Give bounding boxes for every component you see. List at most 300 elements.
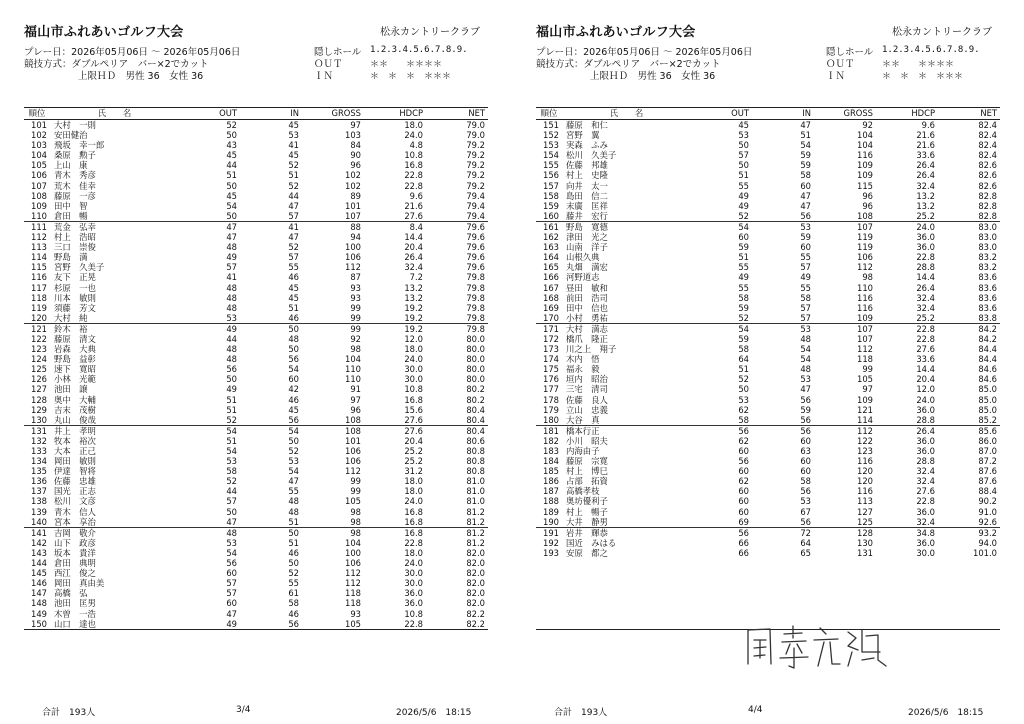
rank-cell: 112	[31, 232, 47, 243]
hdcp-cell: 28.8	[916, 262, 935, 273]
name-cell: 藤原 宗寛	[566, 456, 608, 467]
out-cell: 62	[738, 435, 749, 446]
page-number: 4/4	[748, 705, 763, 715]
gross-cell: 127	[857, 506, 873, 517]
rank-cell: 160	[543, 210, 559, 221]
out-cell: 62	[738, 476, 749, 487]
name-cell: 川本 敏則	[54, 292, 96, 303]
net-cell: 84.2	[978, 333, 997, 344]
gross-cell: 92	[862, 120, 873, 130]
out-cell: 54	[690, 323, 752, 334]
name-cell: 山下 政彦	[54, 537, 96, 548]
gross-cell: 112	[345, 466, 361, 477]
net-cell: 79.8	[466, 272, 485, 283]
rank-cell: 145	[31, 568, 47, 579]
table-row	[24, 140, 488, 150]
out-cell: 44	[226, 486, 237, 497]
gross-cell: 96	[862, 190, 873, 201]
gross-cell	[814, 568, 876, 578]
in-cell: 60	[800, 435, 811, 446]
hdcp-cell: 22.8	[404, 537, 423, 548]
header-net: NET	[426, 108, 488, 120]
table-row	[536, 211, 1000, 222]
hdcp-cell: 16.8	[404, 506, 423, 517]
out-cell: 56	[226, 558, 237, 569]
table-row	[536, 374, 1000, 384]
out-cell: 53	[226, 456, 237, 467]
table-row	[24, 588, 488, 598]
table-row	[536, 364, 1000, 374]
in-cell: 57	[288, 252, 299, 263]
competition-format-label: 競技方式：ダブルペリア バー×2でカット	[24, 59, 209, 70]
in-cell	[752, 598, 814, 608]
gross-cell: 104	[345, 354, 361, 365]
net-cell: 85.0	[978, 404, 997, 415]
gross-cell: 93	[350, 608, 361, 619]
name-cell: 奥中 大輔	[54, 394, 96, 405]
hdcp-cell: 22.8	[916, 333, 935, 344]
rank-cell: 137	[31, 486, 47, 497]
net-cell: 85.6	[938, 425, 1000, 436]
gross-cell: 119	[857, 242, 873, 253]
out-cell: 49	[226, 252, 237, 263]
gross-cell: 98	[350, 506, 361, 517]
name-cell: 岩井 輝恭	[562, 527, 690, 538]
name-cell: 橋爪 隆正	[566, 333, 608, 344]
rank-cell: 128	[31, 394, 47, 405]
gross-cell: 130	[857, 537, 873, 548]
net-cell: 82.0	[466, 588, 485, 599]
table-row	[536, 527, 1000, 538]
gross-cell: 99	[862, 364, 873, 375]
out-cell: 55	[738, 262, 749, 273]
net-cell: 82.0	[466, 598, 485, 609]
in-cell: 60	[800, 180, 811, 191]
in-cell: 60	[800, 456, 811, 467]
table-row	[536, 466, 1000, 476]
gross-cell: 106	[345, 558, 361, 569]
out-cell: 52	[226, 414, 237, 425]
in-cell: 55	[288, 578, 299, 589]
name-cell: 吉末 茂樹	[54, 404, 96, 415]
rank-cell: 183	[543, 446, 559, 456]
hdcp-cell: 24.0	[876, 221, 938, 232]
name-cell: 丸畑 満宏	[566, 262, 608, 273]
rank-cell: 163	[543, 242, 559, 253]
in-cell: 58	[800, 476, 811, 487]
in-cell: 48	[800, 364, 811, 375]
name-cell: 野島 寛德	[562, 221, 690, 232]
net-cell	[938, 568, 1000, 578]
out-cell: 51	[226, 394, 237, 405]
net-cell: 82.0	[466, 547, 485, 558]
gross-cell: 113	[857, 496, 873, 507]
table-header-row	[536, 108, 1000, 120]
rank-cell: 111	[24, 221, 50, 232]
gross-cell: 106	[857, 252, 873, 263]
net-cell: 85.0	[978, 394, 997, 405]
in-cell: 45	[288, 120, 299, 130]
in-cell	[752, 568, 814, 578]
in-marks: ＊ ＊ ＊ ＊＊＊	[882, 72, 964, 82]
gross-cell: 98	[350, 516, 361, 527]
table-row	[24, 150, 488, 160]
hdcp-cell: 26.4	[916, 282, 935, 293]
hdcp-cell: 18.0	[404, 476, 423, 487]
gross-cell: 123	[857, 446, 873, 456]
out-cell: 49	[738, 190, 749, 201]
in-cell: 46	[288, 272, 299, 283]
name-cell	[562, 558, 690, 568]
out-cell: 59	[738, 333, 749, 344]
name-cell: 牧本 裕次	[54, 435, 96, 446]
name-cell: 青木 信人	[54, 506, 96, 517]
hdcp-cell: 32.4	[916, 302, 935, 313]
hdcp-cell: 30.0	[404, 364, 423, 375]
net-cell: 81.2	[466, 537, 485, 548]
table-row	[536, 446, 1000, 456]
in-cell: 56	[800, 414, 811, 425]
rank-cell: 127	[31, 384, 47, 395]
rank-cell: 143	[31, 547, 47, 558]
net-cell: 81.0	[466, 476, 485, 487]
in-cell	[752, 588, 814, 598]
net-cell: 79.2	[466, 140, 485, 151]
table-row	[24, 384, 488, 394]
rank-cell: 151	[543, 120, 559, 130]
tournament-title: 福山市ふれあいゴルフ大会	[536, 25, 696, 40]
in-cell: 58	[288, 598, 299, 609]
table-row	[24, 578, 488, 588]
rank-cell: 131	[24, 425, 50, 436]
out-cell: 50	[738, 384, 749, 395]
net-cell: 84.2	[938, 323, 1000, 334]
in-cell: 57	[800, 302, 811, 313]
name-cell: 飛坂 幸一郎	[54, 140, 105, 151]
in-cell: 64	[800, 537, 811, 548]
net-cell: 79.8	[426, 323, 488, 334]
rank-cell: 175	[543, 364, 559, 375]
hdcp-cell: 30.0	[404, 568, 423, 579]
gross-cell: 116	[857, 456, 873, 467]
net-cell: 86.0	[978, 435, 997, 446]
name-cell: 大村 満志	[562, 323, 690, 334]
hdcp-cell: 31.2	[404, 466, 423, 477]
net-cell: 80.0	[466, 344, 485, 355]
hdcp-cell: 36.0	[916, 232, 935, 243]
out-cell: 58	[738, 344, 749, 355]
table-row	[24, 191, 488, 201]
name-cell: 島田 信二	[566, 190, 608, 201]
table-row	[24, 456, 488, 466]
out-cell: 45	[226, 150, 237, 161]
hdcp-cell: 10.8	[404, 150, 423, 161]
hdcp-cell: 28.8	[916, 456, 935, 467]
gross-cell: 112	[857, 344, 873, 355]
gross-cell: 93	[350, 292, 361, 303]
table-row	[24, 130, 488, 140]
in-cell: 56	[752, 425, 814, 436]
in-cell: 54	[800, 344, 811, 355]
table-row	[24, 364, 488, 374]
rank-cell: 141	[24, 527, 50, 538]
hdcp-cell: 18.0	[404, 120, 423, 130]
out-cell: 56	[690, 527, 752, 538]
table-row	[536, 344, 1000, 354]
gross-cell: 109	[857, 170, 873, 181]
in-cell: 48	[288, 333, 299, 344]
out-cell: 52	[226, 476, 237, 487]
name-cell: 大村 純	[54, 312, 88, 323]
in-cell: 56	[288, 354, 299, 365]
out-cell: 44	[226, 333, 237, 344]
out-cell: 54	[226, 446, 237, 456]
net-cell: 79.6	[466, 252, 485, 263]
rank-cell: 185	[543, 466, 559, 477]
in-cell: 47	[800, 190, 811, 201]
net-cell: 80.4	[426, 425, 488, 436]
gross-cell: 109	[857, 160, 873, 171]
name-cell: 友下 正晃	[54, 272, 96, 283]
out-cell	[690, 568, 752, 578]
out-cell: 50	[226, 506, 237, 517]
in-cell: 50	[288, 435, 299, 446]
in-cell: 52	[288, 242, 299, 253]
rank-cell	[536, 568, 562, 578]
net-cell: 93.2	[938, 527, 1000, 538]
name-cell: 井上 孝明	[50, 425, 178, 436]
out-cell: 59	[738, 242, 749, 253]
net-cell: 87.6	[978, 476, 997, 487]
name-cell: 倉田 典明	[54, 558, 96, 569]
hdcp-cell: 22.8	[916, 496, 935, 507]
table-row	[24, 334, 488, 344]
rank-cell: 133	[31, 446, 47, 456]
gross-cell: 112	[857, 262, 873, 273]
hdcp-cell: 33.6	[916, 354, 935, 365]
out-cell: 60	[738, 506, 749, 517]
gross-cell: 100	[345, 547, 361, 558]
net-cell: 82.6	[978, 170, 997, 181]
results-table	[536, 107, 1000, 630]
table-row	[24, 507, 488, 517]
table-row	[536, 415, 1000, 426]
hdcp-cell: 26.4	[916, 160, 935, 171]
in-cell: 53	[800, 496, 811, 507]
net-cell: 83.0	[978, 242, 997, 253]
in-cell: 46	[288, 608, 299, 619]
gross-cell: 116	[857, 302, 873, 313]
table-row	[24, 283, 488, 293]
in-cell: 56	[800, 394, 811, 405]
printed-timestamp: 2026/5/6 18:15	[396, 708, 472, 718]
table-row	[24, 201, 488, 211]
hdcp-cell: 25.2	[404, 446, 423, 456]
table-row	[536, 303, 1000, 313]
results-page-4	[512, 0, 1024, 724]
gross-cell: 118	[345, 598, 361, 609]
out-cell: 48	[226, 354, 237, 365]
out-cell: 51	[226, 170, 237, 181]
net-cell: 84.4	[978, 344, 997, 355]
table-header-row	[24, 108, 488, 120]
name-cell: 西江 俊之	[54, 568, 96, 579]
table-row	[24, 323, 488, 334]
name-cell: 宮本 享治	[54, 516, 96, 527]
net-cell: 94.0	[978, 537, 997, 548]
gross-cell: 116	[857, 150, 873, 161]
gross-cell	[814, 578, 876, 588]
gross-cell: 116	[857, 486, 873, 497]
rank-cell: 154	[543, 150, 559, 161]
in-cell: 54	[800, 354, 811, 365]
out-cell: 44	[226, 160, 237, 171]
in-cell: 65	[800, 547, 811, 558]
rank-cell: 120	[31, 312, 47, 323]
gross-cell: 112	[345, 262, 361, 273]
net-cell: 79.2	[466, 180, 485, 191]
name-cell: 前田 浩司	[566, 292, 608, 303]
gross-cell: 93	[350, 282, 361, 293]
hdcp-cell	[876, 598, 938, 608]
in-cell: 44	[288, 190, 299, 201]
hdcp-cell: 36.0	[916, 537, 935, 548]
out-cell: 58	[226, 466, 237, 477]
rank-cell: 186	[543, 476, 559, 487]
table-row	[24, 415, 488, 426]
net-cell: 83.2	[978, 262, 997, 273]
gross-cell: 96	[862, 200, 873, 211]
rank-cell: 180	[543, 414, 559, 425]
out-cell: 60	[738, 466, 749, 477]
table-row	[536, 568, 1000, 578]
gross-cell: 107	[814, 221, 876, 232]
out-cell: 60	[738, 232, 749, 243]
in-cell	[752, 558, 814, 568]
out-cell: 52	[738, 210, 749, 221]
net-cell: 80.4	[466, 414, 485, 425]
name-cell: 藤原 清文	[54, 333, 96, 344]
out-cell: 51	[226, 435, 237, 446]
gross-cell: 125	[857, 516, 873, 527]
in-cell: 59	[800, 404, 811, 415]
gross-cell: 87	[350, 272, 361, 283]
rank-cell	[536, 598, 562, 608]
table-row	[24, 568, 488, 578]
table-row	[536, 538, 1000, 548]
name-cell: 丸山 俊哉	[54, 414, 96, 425]
rank-cell: 190	[543, 516, 559, 527]
gross-cell: 119	[857, 232, 873, 243]
in-cell: 41	[240, 221, 302, 232]
gross-cell: 114	[857, 414, 873, 425]
hdcp-cell: 24.0	[404, 496, 423, 507]
net-cell: 80.0	[466, 333, 485, 344]
gross-cell: 106	[345, 456, 361, 467]
hdcp-cell	[876, 578, 938, 588]
net-cell: 79.0	[466, 120, 485, 130]
name-cell: 吉岡 敬介	[50, 527, 178, 538]
out-cell: 50	[226, 130, 237, 141]
name-cell: 橋本行正	[562, 425, 690, 436]
in-cell: 54	[288, 466, 299, 477]
out-cell: 49	[178, 619, 240, 630]
out-cell: 60	[738, 446, 749, 456]
rank-cell: 123	[31, 344, 47, 355]
table-row	[24, 232, 488, 242]
table-row	[536, 598, 1000, 608]
rank-cell: 164	[543, 252, 559, 263]
hdcp-cell: 21.6	[916, 140, 935, 151]
play-date-label: プレー日：2026年05月06日 ～ 2026年05月06日	[24, 47, 241, 58]
table-row	[536, 517, 1000, 528]
net-cell: 79.4	[466, 190, 485, 201]
hdcp-cell: 32.4	[916, 292, 935, 303]
net-cell: 80.0	[466, 364, 485, 375]
net-cell: 82.4	[978, 140, 997, 151]
gross-cell: 107	[857, 333, 873, 344]
hdcp-cell: 20.4	[404, 242, 423, 253]
hdcp-cell: 36.0	[916, 435, 935, 446]
gross-cell: 106	[345, 252, 361, 263]
name-cell: 村上 暢子	[566, 506, 608, 517]
rank-cell	[536, 558, 562, 568]
name-cell: 松川 久美子	[566, 150, 617, 161]
table-row	[536, 130, 1000, 140]
net-cell: 84.4	[978, 354, 997, 365]
in-cell: 63	[800, 446, 811, 456]
rank-cell: 193	[543, 547, 559, 558]
out-cell: 58	[738, 414, 749, 425]
net-cell: 82.4	[978, 120, 997, 130]
table-row	[24, 558, 488, 568]
table-row	[536, 496, 1000, 506]
hdcp-cell: 33.6	[916, 150, 935, 161]
in-cell: 59	[800, 232, 811, 243]
in-cell: 51	[800, 130, 811, 141]
net-cell: 80.8	[466, 466, 485, 477]
rank-cell: 161	[536, 221, 562, 232]
in-cell: 56	[800, 516, 811, 527]
table-row	[536, 262, 1000, 272]
name-cell: 津田 光之	[566, 232, 608, 243]
table-row	[536, 334, 1000, 344]
in-cell: 48	[288, 496, 299, 507]
in-cell: 48	[288, 506, 299, 517]
gross-cell: 104	[857, 130, 873, 141]
gross-cell: 84	[350, 140, 361, 151]
in-cell: 54	[288, 364, 299, 375]
hdcp-cell: 16.8	[404, 160, 423, 171]
gross-cell: 105	[302, 619, 364, 630]
in-cell: 56	[800, 210, 811, 221]
gross-cell: 118	[345, 588, 361, 599]
rank-cell: 169	[543, 302, 559, 313]
out-cell: 48	[226, 292, 237, 303]
out-cell	[690, 588, 752, 598]
gross-cell: 98	[862, 272, 873, 283]
rank-cell	[536, 588, 562, 598]
gross-cell: 99	[350, 486, 361, 497]
hdcp-cell: 18.0	[404, 547, 423, 558]
rank-cell: 187	[543, 486, 559, 497]
in-cell: 59	[800, 150, 811, 161]
table-row	[24, 170, 488, 180]
rank-cell: 184	[543, 456, 559, 467]
rank-cell: 165	[543, 262, 559, 273]
in-cell: 51	[288, 302, 299, 313]
net-cell	[938, 619, 1000, 630]
